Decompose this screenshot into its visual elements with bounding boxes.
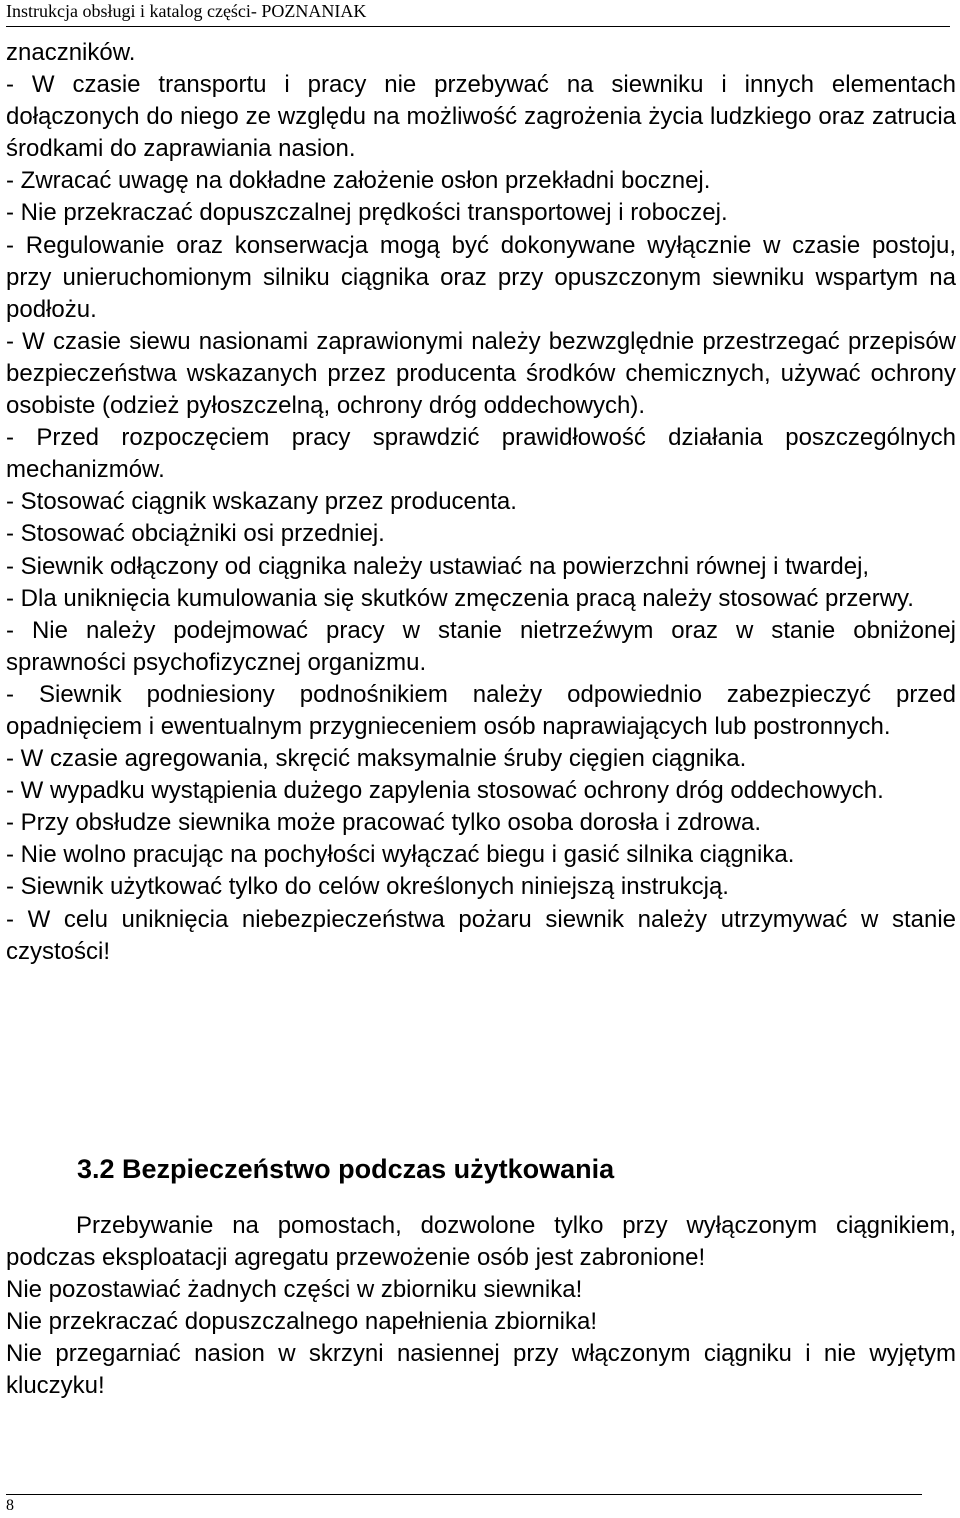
paragraph: - W czasie agregowania, skręcić maksymalnie śruby cięgien ciągnika. bbox=[6, 745, 747, 773]
paragraph: - Siewnik odłączony od ciągnika należy ustawiać na powierzchni równej i twardej, bbox=[6, 552, 870, 580]
paragraph: - Siewnik użytkować tylko do celów określonych niniejszą instrukcją. bbox=[6, 873, 729, 901]
header-title: Instrukcja obsługi i katalog części- POZNANIAK bbox=[6, 1, 367, 21]
paragraph: - Regulowanie oraz konserwacja mogą być dokonywane wyłącznie w czasie postoju, przy unieruchomionym silniku ciągnika oraz przy opuszczonym siewniku wspartym na podłożu. bbox=[6, 231, 956, 323]
paragraph: - Nie wolno pracując na pochyłości wyłączać biegu i gasić silnika ciągnika. bbox=[6, 841, 795, 869]
paragraph: - Stosować obciążniki osi przedniej. bbox=[6, 520, 385, 548]
paragraph: - W wypadku wystąpienia dużego zapylenia stosować ochrony dróg oddechowych. bbox=[6, 777, 884, 805]
footer-divider bbox=[6, 1494, 922, 1495]
page-number: 8 bbox=[6, 1497, 14, 1514]
paragraph: Nie przekraczać dopuszczalnego napełnienia zbiornika! bbox=[6, 1308, 598, 1336]
paragraph: - Stosować ciągnik wskazany przez producenta. bbox=[6, 488, 517, 516]
paragraph: Nie pozostawiać żadnych części w zbiorniku siewnika! bbox=[6, 1276, 583, 1304]
paragraph: - Siewnik podniesiony podnośnikiem należy odpowiednio zabezpieczyć przed opadnięciem i ewentualnym przygnieceniem osób naprawiających lub postronnych. bbox=[6, 680, 956, 740]
paragraph: - Zwracać uwagę na dokładne założenie osłon przekładni bocznej. bbox=[6, 167, 711, 195]
section-heading: 3.2 Bezpieczeństwo podczas użytkowania bbox=[77, 1154, 615, 1184]
paragraph: - Przy obsłudze siewnika może pracować tylko osoba dorosła i zdrowa. bbox=[6, 809, 762, 837]
paragraph: - Nie przekraczać dopuszczalnej prędkości transportowej i roboczej. bbox=[6, 199, 728, 227]
paragraph: - W celu uniknięcia niebezpieczeństwa pożaru siewnik należy utrzymywać w stanie czystości! bbox=[6, 905, 956, 965]
paragraph: - W czasie siewu nasionami zaprawionymi należy bezwzględnie przestrzegać przepisów bezpieczeństwa wskazanych przez producenta środków chemicznych, używać ochrony osobiste (odzież pyłoszczelną, ochrony dróg oddechowych). bbox=[6, 327, 956, 420]
section-body bbox=[6, 1210, 956, 1403]
paragraph: znaczników. bbox=[6, 39, 136, 66]
paragraph: Nie przegarniać nasion w skrzyni nasiennej przy włączonym ciągniku i nie wyjętym kluczyku! bbox=[6, 1340, 956, 1400]
paragraph: - W czasie transportu i pracy nie przebywać na siewniku i innych elementach dołączonych do niego ze względu na możliwość zagrożenia życia ludzkiego oraz zatrucia środkami do zaprawiania nasion. bbox=[6, 71, 956, 163]
paragraph: - Nie należy podejmować pracy w stanie nietrzeźwym oraz w stanie obniżonej sprawności psychofizycznej organizmu. bbox=[6, 616, 956, 676]
page-header bbox=[6, 0, 950, 27]
safety-rules-list bbox=[6, 37, 956, 968]
paragraph: - Przed rozpoczęciem pracy sprawdzić prawidłowość działania poszczególnych mechanizmów. bbox=[6, 424, 956, 484]
paragraph: - Dla uniknięcia kumulowania się skutków zmęczenia pracą należy stosować przerwy. bbox=[6, 584, 914, 612]
paragraph: Przebywanie na pomostach, dozwolone tylko przy wyłączonym ciągnikiem, podczas eksploatacji agregatu przewożenie osób jest zabronione! bbox=[6, 1212, 956, 1272]
